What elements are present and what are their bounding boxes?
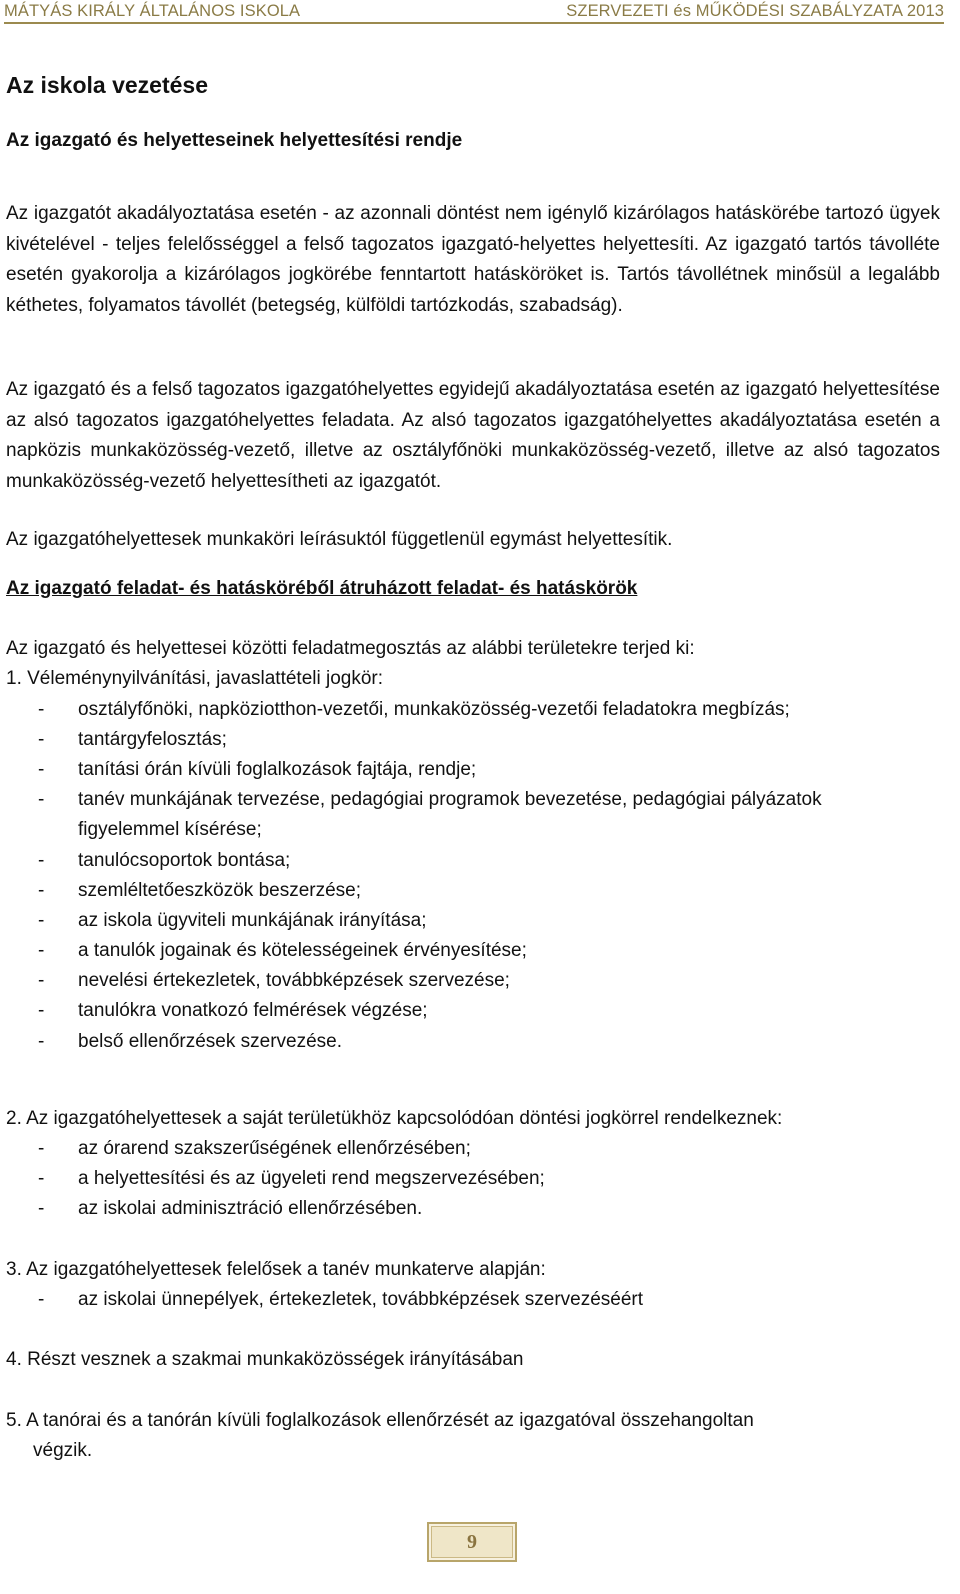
bullet-item: a tanulók jogainak és kötelességeinek érvényesítése; <box>78 940 527 961</box>
list-item-2-title: 2. Az igazgatóhelyettesek a saját területükhöz kapcsolódóan döntési jogkörrel rendelkeznek: <box>6 1108 783 1129</box>
dash-marker: - <box>38 1031 45 1052</box>
dash-marker: - <box>38 970 45 991</box>
list-item-4: 4. Részt vesznek a szakmai munkaközösségek irányításában <box>6 1349 524 1370</box>
section-heading-delegated-tasks: Az igazgató feladat- és hatásköréből átruházott feladat- és hatáskörök <box>6 578 638 599</box>
dash-marker: - <box>38 699 45 720</box>
bullet-item: tanév munkájának tervezése, pedagógiai programok bevezetése, pedagógiai pályázatok figyelemmel kísérése; <box>78 789 822 840</box>
header-document-title: SZERVEZETI és MŰKÖDÉSI SZABÁLYZATA 2013 <box>566 2 944 20</box>
bullet-item: az órarend szakszerűségének ellenőrzésében; <box>78 1138 471 1159</box>
header-school-name: MÁTYÁS KIRÁLY ÁLTALÁNOS ISKOLA <box>4 2 301 20</box>
delegation-intro: Az igazgató és helyettesei közötti feladatmegosztás az alábbi területekre terjed ki: <box>6 638 695 659</box>
dash-marker: - <box>38 789 45 810</box>
bullet-item: belső ellenőrzések szervezése. <box>78 1031 343 1052</box>
page-header <box>4 0 944 24</box>
document-title: Az iskola vezetése <box>6 72 209 98</box>
dash-marker: - <box>38 729 45 750</box>
dash-marker: - <box>38 850 45 871</box>
bullet-item: az iskola ügyviteli munkájának irányítása; <box>78 910 427 931</box>
paragraph-joint-absence: Az igazgató és a felső tagozatos igazgatóhelyettes egyidejű akadályoztatása esetén az igazgató helyettesítése az alsó tagozatos igazgatóhelyettes feladata. Az alsó tagozatos igazgatóhelyettes akadályoztatása esetén a napközis munkaközösség-vezető, illetve az osztályfőnöki munkaközösség-vezető, illetve az alsó tagozatos munkaközösség-vezető helyettesítheti az igazgatót. <box>6 379 940 492</box>
bullet-item: tantárgyfelosztás; <box>78 729 227 750</box>
paragraph-mutual-substitution: Az igazgatóhelyettesek munkaköri leírásuktól függetlenül egymást helyettesítik. <box>6 529 673 550</box>
page-number-box <box>427 1522 517 1562</box>
dash-marker: - <box>38 759 45 780</box>
section-heading-substitution: Az igazgató és helyetteseinek helyettesítési rendje <box>6 130 463 151</box>
dash-marker: - <box>38 1168 45 1189</box>
dash-marker: - <box>38 1289 45 1310</box>
bullet-item: tanulókra vonatkozó felmérések végzése; <box>78 1000 428 1021</box>
dash-marker: - <box>38 1000 45 1021</box>
bullet-item: az iskolai ünnepélyek, értekezletek, továbbképzések szervezéséért <box>78 1289 644 1310</box>
bullet-item: tanítási órán kívüli foglalkozások fajtája, rendje; <box>78 759 477 780</box>
dash-marker: - <box>38 1138 45 1159</box>
list-item-5-line1: 5. A tanórai és a tanórán kívüli foglalkozások ellenőrzését az igazgatóval összehangoltan <box>6 1410 754 1431</box>
paragraph-substitution-rules: Az igazgatót akadályoztatása esetén - az azonnali döntést nem igénylő kizárólagos hatáskörébe tartozó ügyek kivételével - teljes felelősséggel a felső tagozatos igazgató-helyettes helyettesíti. Az igazgató tartós távolléte esetén gyakorolja a kizárólagos jogkörébe fenntartott hatásköröket is. Tartós távollétnek minősül a legalább kéthetes, folyamatos távollét (betegség, külföldi tartózkodás, szabadság). <box>6 203 940 316</box>
bullet-item: tanulócsoportok bontása; <box>78 850 291 871</box>
dash-marker: - <box>38 940 45 961</box>
bullet-item: nevelési értekezletek, továbbképzések szervezése; <box>78 970 510 991</box>
dash-marker: - <box>38 910 45 931</box>
bullet-item: a helyettesítési és az ügyeleti rend megszervezésében; <box>78 1168 545 1189</box>
bullet-item: szemléltetőeszközök beszerzése; <box>78 880 362 901</box>
dash-marker: - <box>38 880 45 901</box>
list-item-1-title: 1. Véleménynyilvánítási, javaslattételi jogkör: <box>6 668 384 689</box>
dash-marker: - <box>38 1198 45 1219</box>
list-item-3-title: 3. Az igazgatóhelyettesek felelősek a tanév munkaterve alapján: <box>6 1259 546 1280</box>
page-number: 9 <box>467 1530 477 1553</box>
list-item-5-line2: végzik. <box>33 1440 93 1461</box>
bullet-item: az iskolai adminisztráció ellenőrzésében. <box>78 1198 423 1219</box>
bullet-item: osztályfőnöki, napköziotthon-vezetői, munkaközösség-vezetői feladatokra megbízás; <box>78 699 790 720</box>
